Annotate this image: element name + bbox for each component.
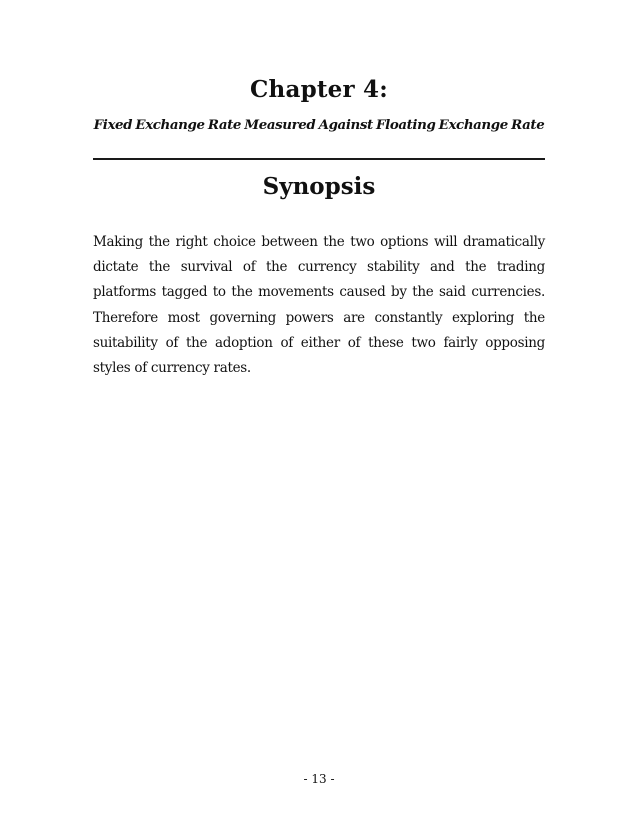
section-heading: Synopsis <box>262 173 376 200</box>
page-number: - 13 - <box>303 772 335 786</box>
chapter-title: Chapter 4: <box>250 76 388 103</box>
chapter-subtitle: Fixed Exchange Rate Measured Against Floating Exchange Rate <box>93 117 545 133</box>
title-divider <box>93 158 545 160</box>
synopsis-paragraph: Making the right choice between the two options will dramatically dictate the survival of the currency stability and the trading platforms tagged to the movements caused by the said currencies. Therefore most governing powers are constantly exploring the suitability of the adoption of either of these two fairly opposing styles of currency rates. <box>93 234 545 377</box>
